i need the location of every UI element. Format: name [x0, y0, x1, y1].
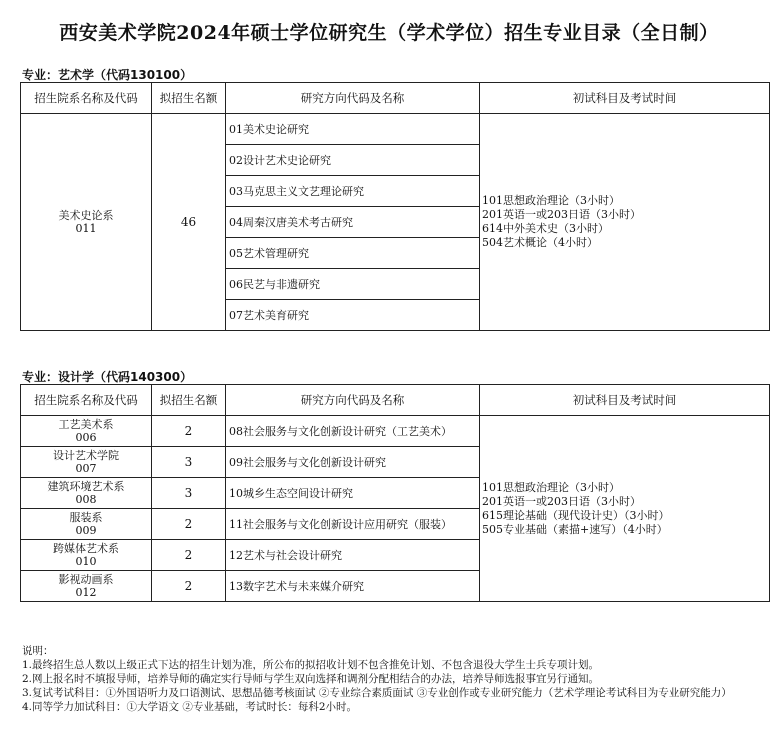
header-dept: 招生院系名称及代码 [21, 83, 152, 114]
quota-cell: 3 [152, 478, 226, 509]
direction-cell: 03马克思主义文艺理论研究 [226, 176, 480, 207]
exam-subject: 504艺术概论（4小时） [482, 236, 598, 249]
direction-cell: 09社会服务与文化创新设计研究 [226, 447, 480, 478]
direction-cell: 02设计艺术史论研究 [226, 145, 480, 176]
header-quota: 拟招生名额 [152, 83, 226, 114]
direction-cell: 12艺术与社会设计研究 [226, 540, 480, 571]
direction-cell: 08社会服务与文化创新设计研究（工艺美术） [226, 416, 480, 447]
exam-subject: 614中外美术史（3小时） [482, 222, 609, 235]
exam-subject: 615理论基础（现代设计史）（3小时） [482, 508, 670, 522]
direction-cell: 10城乡生态空间设计研究 [226, 478, 480, 509]
dept-name: 服装系 [69, 511, 103, 524]
dept-cell [21, 416, 152, 447]
note-item: 2.网上报名时不填报导师，培养导师的确定实行导师与学生双向选择和调剂分配相结合的办法，培养导师选报事宜另行通知。 [22, 673, 600, 685]
direction-cell: 07艺术美育研究 [226, 300, 480, 331]
header-dept: 招生院系名称及代码 [21, 385, 152, 416]
direction-cell: 13数字艺术与未来媒介研究 [226, 571, 480, 602]
dept-cell [21, 540, 152, 571]
exam-subjects-cell [480, 416, 770, 602]
exam-subject: 101思想政治理论（3小时） [482, 480, 620, 494]
dept-name: 工艺美术系 [58, 418, 114, 431]
direction-cell: 05艺术管理研究 [226, 238, 480, 269]
dept-name: 跨媒体艺术系 [53, 542, 119, 555]
notes-heading: 说明： [22, 645, 54, 657]
notes [22, 644, 762, 714]
dept-code: 006 [75, 431, 97, 444]
note-item: 3.复试考试科目：①外国语听力及口语测试、思想品德考核面试 ②专业综合素质面试 ③专业创作或专业研究能力（艺术学理论考试科目为专业研究能力） [22, 687, 732, 699]
header-direction: 研究方向代码及名称 [226, 83, 480, 114]
header-exam: 初试科目及考试时间 [480, 83, 770, 114]
dept-code: 008 [75, 493, 97, 506]
dept-name: 设计艺术学院 [53, 449, 119, 462]
direction-cell: 11社会服务与文化创新设计应用研究（服装） [226, 509, 480, 540]
major-label-art-theory: 专业：艺术学（代码130100） [22, 68, 193, 82]
direction-cell: 06民艺与非遗研究 [226, 269, 480, 300]
note-item: 4.同等学力加试科目：①大学语文 ②专业基础，考试时长：每科2小时。 [22, 701, 358, 713]
dept-code: 011 [75, 222, 97, 235]
header-quota: 拟招生名额 [152, 385, 226, 416]
dept-cell [21, 114, 152, 331]
quota-cell: 2 [152, 416, 226, 447]
header-exam: 初试科目及考试时间 [480, 385, 770, 416]
exam-subjects-cell [480, 114, 770, 331]
dept-cell [21, 509, 152, 540]
quota-cell: 46 [152, 114, 226, 331]
dept-cell [21, 447, 152, 478]
dept-name: 建筑环境艺术系 [47, 480, 125, 493]
note-item: 1.最终招生总人数以上级正式下达的招生计划为准，所公布的拟招收计划不包含推免计划、不包含退役大学生士兵专项计划。 [22, 659, 600, 671]
quota-cell: 2 [152, 509, 226, 540]
dept-cell [21, 478, 152, 509]
direction-cell: 04周秦汉唐美术考古研究 [226, 207, 480, 238]
exam-subject: 201英语一或203日语（3小时） [482, 494, 641, 508]
dept-name: 影视动画系 [58, 573, 114, 586]
quota-cell: 2 [152, 571, 226, 602]
quota-cell: 3 [152, 447, 226, 478]
major-label-design: 专业：设计学（代码140300） [22, 370, 193, 384]
page-title: 西安美术学院2024年硕士学位研究生（学术学位）招生专业目录（全日制） [59, 22, 719, 44]
dept-code: 010 [75, 555, 97, 568]
exam-subject: 505专业基础（素描+速写）（4小时） [482, 522, 668, 536]
exam-subject: 101思想政治理论（3小时） [482, 194, 620, 207]
dept-cell [21, 571, 152, 602]
header-direction: 研究方向代码及名称 [226, 385, 480, 416]
quota-cell: 2 [152, 540, 226, 571]
dept-code: 009 [75, 524, 97, 537]
catalog-table-design [20, 384, 770, 602]
catalog-table-art-theory [20, 82, 770, 331]
exam-subject: 201英语一或203日语（3小时） [482, 208, 641, 221]
direction-cell: 01美术史论研究 [226, 114, 480, 145]
dept-code: 012 [75, 586, 97, 599]
dept-name: 美术史论系 [58, 209, 114, 222]
dept-code: 007 [75, 462, 97, 475]
